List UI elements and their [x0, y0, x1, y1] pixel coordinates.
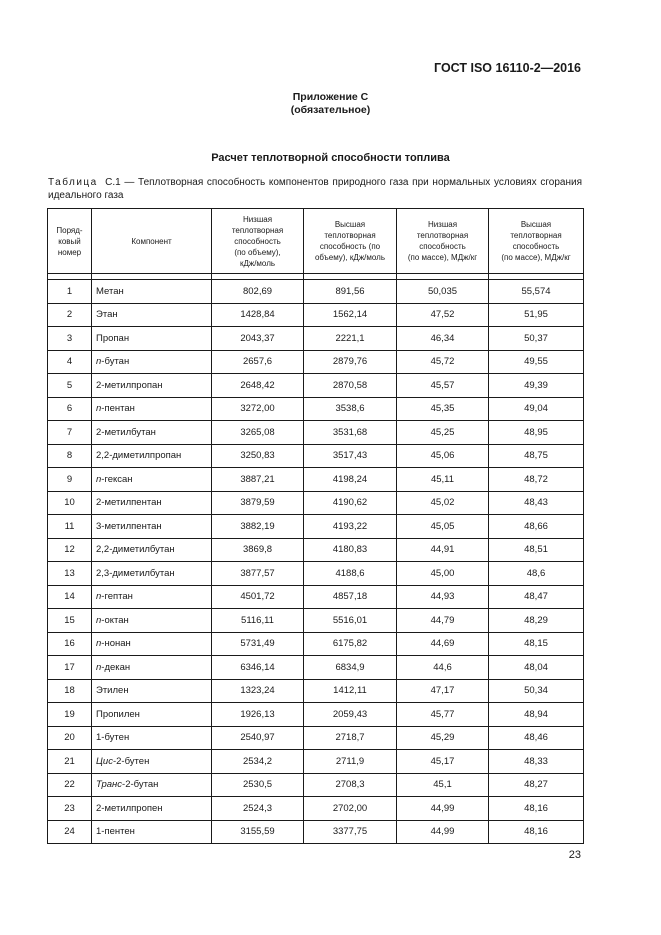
lhv-vol-cell: 3869,8: [212, 538, 304, 562]
section-title: Расчет теплотворной способности топлива: [211, 152, 450, 164]
hhv-vol-cell: 3517,43: [304, 444, 397, 468]
row-number-cell: 19: [48, 703, 92, 727]
hhv-mass-cell: 50,34: [489, 679, 584, 703]
hhv-vol-cell: 4198,24: [304, 468, 397, 492]
hhv-mass-cell: 48,95: [489, 421, 584, 445]
lhv-vol-cell: 3877,57: [212, 562, 304, 586]
component-name-cell: [92, 562, 212, 586]
lhv-mass-cell: 45,02: [397, 491, 489, 515]
lhv-mass-cell: 45,25: [397, 421, 489, 445]
hhv-vol-cell: 1412,11: [304, 679, 397, 703]
component-name-cell: [92, 515, 212, 539]
lhv-mass-cell: 44,79: [397, 609, 489, 633]
table-row: [48, 350, 584, 374]
table-caption-text: — Теплотворная способность компонентов природного газа при нормальных условиях сгорания идеального газа: [48, 177, 582, 201]
hhv-mass-cell: 48,66: [489, 515, 584, 539]
component-name: 2-метилбутан: [96, 426, 156, 438]
annex-heading: [0, 91, 661, 117]
component-name: -октан: [101, 614, 129, 626]
hhv-mass-cell: 49,55: [489, 350, 584, 374]
col-header-number: Поряд- ковый номер: [48, 209, 92, 274]
hhv-mass-cell: 48,51: [489, 538, 584, 562]
hhv-mass-cell: 49,39: [489, 374, 584, 398]
table-row: [48, 585, 584, 609]
component-name: 3-метилпентан: [96, 520, 162, 532]
component-prefix: n: [96, 591, 102, 603]
component-name-cell: [92, 585, 212, 609]
hhv-vol-cell: 4193,22: [304, 515, 397, 539]
component-name-cell: [92, 280, 212, 304]
component-name-cell: [92, 656, 212, 680]
component-name-cell: [92, 679, 212, 703]
table-caption-label: Таблица: [48, 177, 98, 188]
hhv-vol-cell: 2708,3: [304, 773, 397, 797]
lhv-mass-cell: 47,17: [397, 679, 489, 703]
lhv-vol-cell: 2540,97: [212, 726, 304, 750]
col-header-hhv-volume: Высшая теплотворная способность (по объему), кДж/моль: [304, 209, 397, 274]
component-name: -гексан: [101, 473, 133, 485]
hhv-mass-cell: 48,29: [489, 609, 584, 633]
lhv-mass-cell: 45,00: [397, 562, 489, 586]
lhv-mass-cell: 44,91: [397, 538, 489, 562]
component-name: 2,2-диметилпропан: [96, 450, 182, 462]
hhv-mass-cell: 48,27: [489, 773, 584, 797]
lhv-mass-cell: 46,34: [397, 327, 489, 351]
component-name: -пентан: [101, 403, 135, 415]
lhv-mass-cell: 44,69: [397, 632, 489, 656]
hhv-vol-cell: 4188,6: [304, 562, 397, 586]
table-row: [48, 468, 584, 492]
col-header-lhv-volume: Низшая теплотворная способность (по объему), кДж/моль: [212, 209, 304, 274]
lhv-vol-cell: 2524,3: [212, 797, 304, 821]
row-number-cell: 8: [48, 444, 92, 468]
component-name-cell: [92, 726, 212, 750]
lhv-vol-cell: 2534,2: [212, 750, 304, 774]
heating-value-table: [47, 208, 584, 844]
hhv-vol-cell: 1562,14: [304, 303, 397, 327]
table-row: [48, 397, 584, 421]
lhv-vol-cell: 3882,19: [212, 515, 304, 539]
component-name: Пропан: [96, 332, 130, 344]
hhv-vol-cell: 2059,43: [304, 703, 397, 727]
component-name-cell: [92, 538, 212, 562]
hhv-vol-cell: 2870,58: [304, 374, 397, 398]
hhv-vol-cell: 2718,7: [304, 726, 397, 750]
table-row: [48, 562, 584, 586]
standard-code: ГОСТ ISO 16110-2—2016: [434, 61, 581, 75]
hhv-mass-cell: 48,33: [489, 750, 584, 774]
hhv-mass-cell: 48,72: [489, 468, 584, 492]
lhv-vol-cell: 2043,37: [212, 327, 304, 351]
lhv-vol-cell: 1428,84: [212, 303, 304, 327]
table-body: [48, 274, 584, 844]
row-number-cell: 9: [48, 468, 92, 492]
component-name: 2-метилпропен: [96, 802, 163, 814]
row-number-cell: 14: [48, 585, 92, 609]
col-header-hhv-mass: Высшая теплотворная способность (по массе), МДж/кг: [489, 209, 584, 274]
annex-title: Приложение С: [292, 91, 369, 103]
row-number-cell: 24: [48, 820, 92, 844]
hhv-vol-cell: 6834,9: [304, 656, 397, 680]
table-row: [48, 609, 584, 633]
component-name-cell: [92, 491, 212, 515]
table-row: [48, 797, 584, 821]
lhv-mass-cell: 44,99: [397, 820, 489, 844]
component-name: Этилен: [96, 685, 129, 697]
component-prefix: Цис: [96, 755, 113, 767]
component-name-cell: [92, 374, 212, 398]
component-name-cell: [92, 750, 212, 774]
row-number-cell: 5: [48, 374, 92, 398]
component-name-cell: [92, 609, 212, 633]
lhv-vol-cell: 2648,42: [212, 374, 304, 398]
hhv-vol-cell: 891,56: [304, 280, 397, 304]
component-name: -2-бутен: [112, 755, 150, 767]
hhv-vol-cell: 2702,00: [304, 797, 397, 821]
hhv-mass-cell: 48,46: [489, 726, 584, 750]
table-caption: [48, 177, 582, 202]
component-name-cell: [92, 797, 212, 821]
table-row: [48, 491, 584, 515]
hhv-mass-cell: 48,43: [489, 491, 584, 515]
row-number-cell: 7: [48, 421, 92, 445]
table-row: [48, 515, 584, 539]
lhv-vol-cell: 2530,5: [212, 773, 304, 797]
hhv-vol-cell: 4857,18: [304, 585, 397, 609]
lhv-vol-cell: 3879,59: [212, 491, 304, 515]
lhv-mass-cell: 45,29: [397, 726, 489, 750]
lhv-vol-cell: 802,69: [212, 280, 304, 304]
hhv-mass-cell: 50,37: [489, 327, 584, 351]
component-prefix: n: [96, 614, 102, 626]
row-number-cell: 11: [48, 515, 92, 539]
hhv-vol-cell: 4190,62: [304, 491, 397, 515]
component-name: -декан: [101, 661, 131, 673]
lhv-mass-cell: 44,6: [397, 656, 489, 680]
component-name-cell: [92, 327, 212, 351]
component-name: Этан: [96, 309, 118, 321]
component-name-cell: [92, 397, 212, 421]
component-name-cell: [92, 773, 212, 797]
component-name-cell: [92, 421, 212, 445]
hhv-vol-cell: 4180,83: [304, 538, 397, 562]
lhv-vol-cell: 5731,49: [212, 632, 304, 656]
hhv-mass-cell: 48,04: [489, 656, 584, 680]
row-number-cell: 10: [48, 491, 92, 515]
lhv-vol-cell: 3887,21: [212, 468, 304, 492]
lhv-vol-cell: 1926,13: [212, 703, 304, 727]
component-name-cell: [92, 820, 212, 844]
row-number-cell: 20: [48, 726, 92, 750]
component-prefix: n: [96, 473, 102, 485]
hhv-vol-cell: 3531,68: [304, 421, 397, 445]
component-prefix: n: [96, 403, 102, 415]
component-name: -бутан: [101, 356, 130, 368]
hhv-vol-cell: 5516,01: [304, 609, 397, 633]
component-name-cell: [92, 703, 212, 727]
table-row: [48, 303, 584, 327]
lhv-mass-cell: 45,17: [397, 750, 489, 774]
table-row: [48, 444, 584, 468]
row-number-cell: 22: [48, 773, 92, 797]
lhv-mass-cell: 45,57: [397, 374, 489, 398]
lhv-vol-cell: 5116,11: [212, 609, 304, 633]
row-number-cell: 13: [48, 562, 92, 586]
lhv-vol-cell: 4501,72: [212, 585, 304, 609]
hhv-mass-cell: 48,47: [489, 585, 584, 609]
lhv-mass-cell: 45,35: [397, 397, 489, 421]
hhv-mass-cell: 48,16: [489, 820, 584, 844]
page-number: 23: [568, 849, 581, 861]
hhv-mass-cell: 48,75: [489, 444, 584, 468]
table-row: [48, 327, 584, 351]
component-prefix: n: [96, 356, 102, 368]
row-number-cell: 23: [48, 797, 92, 821]
component-name: 2-метилпропан: [96, 379, 163, 391]
component-name: Метан: [96, 285, 124, 297]
component-name-cell: [92, 468, 212, 492]
col-header-component: Компонент: [92, 209, 212, 274]
component-name: Пропилен: [96, 708, 140, 720]
row-number-cell: 2: [48, 303, 92, 327]
row-number-cell: 18: [48, 679, 92, 703]
lhv-mass-cell: 44,93: [397, 585, 489, 609]
lhv-vol-cell: 3265,08: [212, 421, 304, 445]
lhv-vol-cell: 1323,24: [212, 679, 304, 703]
lhv-mass-cell: 45,05: [397, 515, 489, 539]
table-row: [48, 703, 584, 727]
hhv-mass-cell: 48,15: [489, 632, 584, 656]
hhv-mass-cell: 51,95: [489, 303, 584, 327]
component-name: -нонан: [101, 638, 131, 650]
component-name-cell: [92, 444, 212, 468]
component-prefix: Транс: [96, 779, 123, 791]
hhv-vol-cell: 6175,82: [304, 632, 397, 656]
lhv-mass-cell: 47,52: [397, 303, 489, 327]
lhv-vol-cell: 3250,83: [212, 444, 304, 468]
lhv-vol-cell: 3155,59: [212, 820, 304, 844]
row-number-cell: 16: [48, 632, 92, 656]
component-name: 2,3-диметилбутан: [96, 567, 175, 579]
hhv-mass-cell: 48,94: [489, 703, 584, 727]
table-row: [48, 374, 584, 398]
hhv-mass-cell: 48,6: [489, 562, 584, 586]
hhv-vol-cell: 2711,9: [304, 750, 397, 774]
table-row: [48, 726, 584, 750]
table-row: [48, 280, 584, 304]
lhv-mass-cell: 50,035: [397, 280, 489, 304]
row-number-cell: 1: [48, 280, 92, 304]
lhv-vol-cell: 6346,14: [212, 656, 304, 680]
table-row: [48, 656, 584, 680]
hhv-mass-cell: 55,574: [489, 280, 584, 304]
col-header-lhv-mass: Низшая теплотворная способность (по массе), МДж/кг: [397, 209, 489, 274]
table-row: [48, 421, 584, 445]
row-number-cell: 12: [48, 538, 92, 562]
table-header-row: [48, 209, 584, 274]
component-name: 1-пентен: [96, 826, 135, 838]
hhv-mass-cell: 48,16: [489, 797, 584, 821]
lhv-mass-cell: 45,06: [397, 444, 489, 468]
table-caption-number: С.1: [105, 177, 121, 188]
table-row: [48, 538, 584, 562]
lhv-vol-cell: 2657,6: [212, 350, 304, 374]
component-prefix: n: [96, 638, 102, 650]
table-row: [48, 750, 584, 774]
component-name-cell: [92, 350, 212, 374]
lhv-mass-cell: 45,1: [397, 773, 489, 797]
component-name-cell: [92, 632, 212, 656]
annex-status: (обязательное): [290, 104, 371, 116]
lhv-mass-cell: 45,77: [397, 703, 489, 727]
row-number-cell: 3: [48, 327, 92, 351]
lhv-mass-cell: 45,11: [397, 468, 489, 492]
table-row: [48, 679, 584, 703]
hhv-vol-cell: 2221,1: [304, 327, 397, 351]
row-number-cell: 21: [48, 750, 92, 774]
hhv-vol-cell: 2879,76: [304, 350, 397, 374]
hhv-vol-cell: 3538,6: [304, 397, 397, 421]
component-name-cell: [92, 303, 212, 327]
component-name: -гептан: [101, 591, 133, 603]
component-name: 2-метилпентан: [96, 497, 162, 509]
component-prefix: n: [96, 661, 102, 673]
row-number-cell: 17: [48, 656, 92, 680]
lhv-vol-cell: 3272,00: [212, 397, 304, 421]
component-name: 2,2-диметилбутан: [96, 544, 175, 556]
hhv-vol-cell: 3377,75: [304, 820, 397, 844]
component-name: 1-бутен: [96, 732, 130, 744]
row-number-cell: 6: [48, 397, 92, 421]
table-row: [48, 773, 584, 797]
hhv-mass-cell: 49,04: [489, 397, 584, 421]
table-row: [48, 820, 584, 844]
row-number-cell: 15: [48, 609, 92, 633]
component-name: -2-бутан: [122, 779, 159, 791]
row-number-cell: 4: [48, 350, 92, 374]
lhv-mass-cell: 45,72: [397, 350, 489, 374]
lhv-mass-cell: 44,99: [397, 797, 489, 821]
table-row: [48, 632, 584, 656]
